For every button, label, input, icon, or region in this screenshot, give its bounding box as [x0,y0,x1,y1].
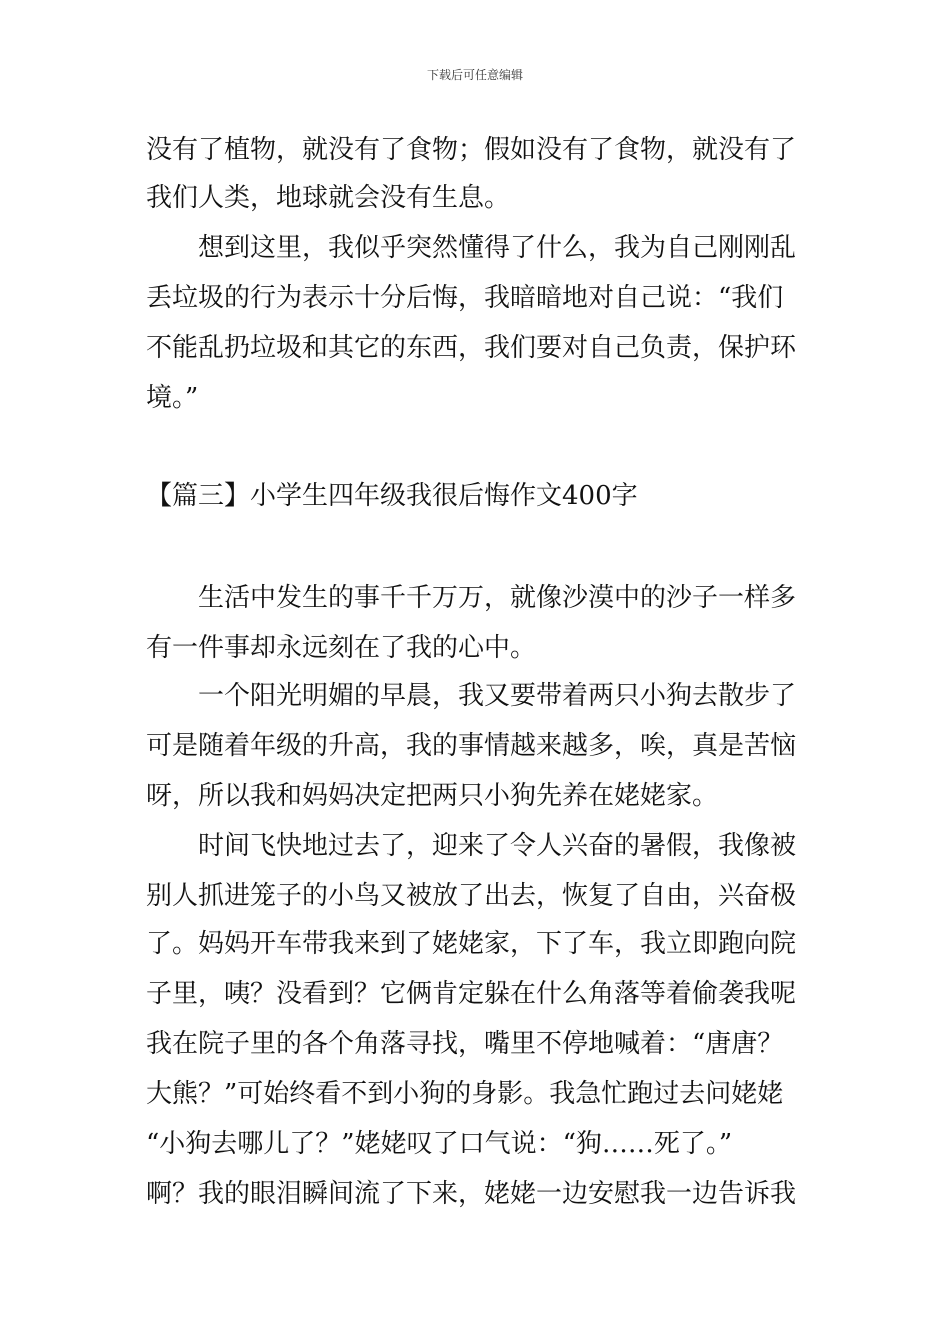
paragraph-line: 想到这里，我似乎突然懂得了什么，我为自己刚刚乱 [198,233,797,263]
essay-line: 一个阳光明媚的早晨，我又要带着两只小狗去散步了 [198,681,797,711]
essay-line: 子里，咦？没看到？它俩肯定躲在什么角落等着偷袭我呢 [146,979,797,1009]
page-header-note: 下载后可任意编辑 [426,68,523,82]
essay-line: 啊？我的眼泪瞬间流了下来，姥姥一边安慰我一边告诉我 [146,1179,797,1209]
essay-line: 别人抓进笼子的小鸟又被放了出去，恢复了自由，兴奋极 [146,881,797,911]
paragraph-line: 我们人类，地球就会没有生息。 [146,183,511,213]
paragraph-line: 丢垃圾的行为表示十分后悔，我暗暗地对自己说：“我们 [146,283,784,313]
essay-line: 生活中发生的事千千万万，就像沙漠中的沙子一样多 [198,583,797,613]
paragraph-line: 境。” [146,383,199,413]
essay-line: 呀，所以我和妈妈决定把两只小狗先养在姥姥家。 [146,781,719,811]
essay-line: “小狗去哪儿了？”姥姥叹了口气说：“狗……死了。” [146,1129,733,1159]
essay-line: 了。妈妈开车带我来到了姥姥家，下了车，我立即跑向院 [146,929,797,959]
paragraph-line: 没有了植物，就没有了食物；假如没有了食物，就没有了 [146,135,797,165]
essay-line: 时间飞快地过去了，迎来了令人兴奋的暑假，我像被 [198,831,797,861]
essay-line: 可是随着年级的升高，我的事情越来越多，唉，真是苦恼 [146,731,797,761]
essay-line: 我在院子里的各个角落寻找，嘴里不停地喊着：“唐唐？ [146,1029,784,1059]
section-title: 【篇三】小学生四年级我很后悔作文400字 [146,481,638,511]
essay-line: 有一件事却永远刻在了我的心中。 [146,633,537,663]
paragraph-line: 不能乱扔垃圾和其它的东西，我们要对自己负责，保护环 [146,333,797,363]
essay-line: 大熊？”可始终看不到小狗的身影。我急忙跑过去问姥姥 [146,1079,784,1109]
